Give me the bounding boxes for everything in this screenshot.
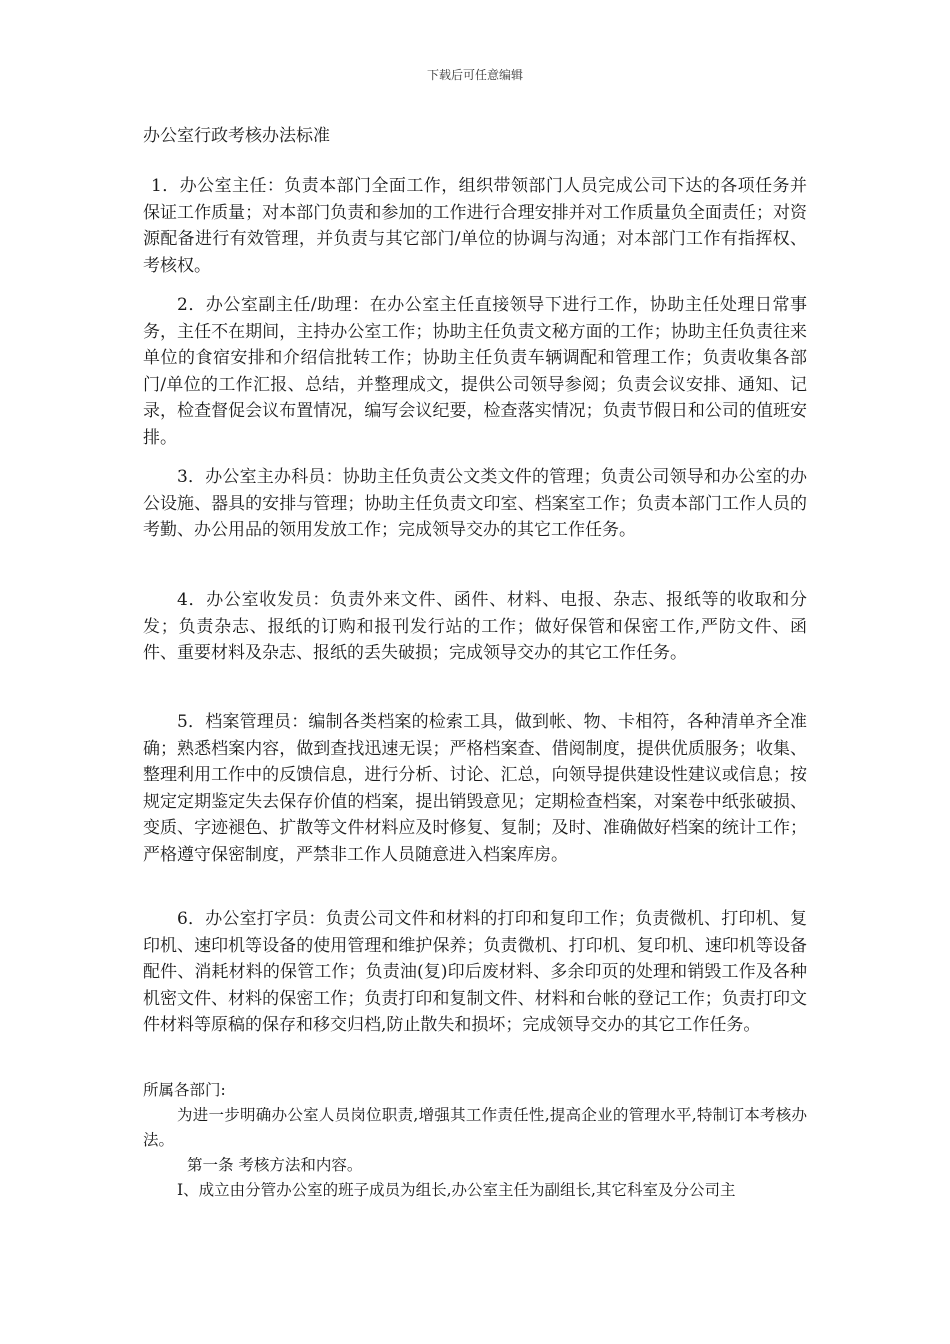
article-1-item-1: Ⅰ、成立由分管办公室的班子成员为组长,办公室主任为副组长,其它科室及分公司主 xyxy=(177,1181,736,1199)
section-mail-clerk: 4．办公室收发员：负责外来文件、函件、材料、电报、杂志、报纸等的收取和分发；负责杂志、报纸的订购和报刊发行站的工作；做好保管和保密工作,严防文件、函件、重要材料及杂志、报纸的丢失破损；完成领导交办的其它工作任务。 xyxy=(143,590,807,663)
section-deputy-director: 2．办公室副主任/助理：在办公室主任直接领导下进行工作，协助主任处理日常事务，主任不在期间，主持办公室工作；协助主任负责文秘方面的工作；协助主任负责往来单位的食宿安排和介绍信批转工作；协助主任负责车辆调配和管理工作；负责收集各部门/单位的工作汇报、总结，并整理成文，提供公司领导参阅；负责会议安排、通知、记录，检查督促会议布置情况，编写会议纪要，检查落实情况；负责节假日和公司的值班安排。 xyxy=(143,295,807,448)
section-clerk: 3．办公室主办科员：协助主任负责公文类文件的管理；负责公司领导和办公室的办公设施、器具的安排与管理；协助主任负责文印室、档案室工作；负责本部门工作人员的考勤、办公用品的领用发放工作；完成领导交办的其它工作任务。 xyxy=(143,467,807,540)
document-title: 办公室行政考核办法标准 xyxy=(143,126,330,146)
section-office-director: 1．办公室主任：负责本部门全面工作，组织带领部门人员完成公司下达的各项任务并保证工作质量；对本部门负责和参加的工作进行合理安排并对工作质量负全面责任；对资源配备进行有效管理，并负责与其它部门/单位的协调与沟通；对本部门工作有指挥权、考核权。 xyxy=(143,176,807,276)
section-archivist: 5．档案管理员：编制各类档案的检索工具，做到帐、物、卡相符，各种清单齐全准确；熟悉档案内容，做到查找迅速无误；严格档案查、借阅制度，提供优质服务；收集、整理利用工作中的反馈信息，进行分析、讨论、汇总，向领导提供建设性建议或信息；按规定定期鉴定失去保存价值的档案，提出销毁意见；定期检查档案，对案卷中纸张破损、变质、字迹褪色、扩散等文件材料应及时修复、复制；及时、准确做好档案的统计工作；严格遵守保密制度，严禁非工作人员随意进入档案库房。 xyxy=(143,712,807,865)
article-1-heading: 第一条 考核方法和内容。 xyxy=(187,1156,363,1174)
header-note: 下载后可任意编辑 xyxy=(426,68,523,82)
department-label: 所属各部门: xyxy=(143,1081,226,1099)
section-typist: 6．办公室打字员：负责公司文件和材料的打印和复印工作；负责微机、打印机、复印机、速印机等设备的使用管理和维护保养；负责微机、打印机、复印机、速印机等设备配件、消耗材料的保管工作；负责油(复)印后废材料、多余印页的处理和销毁工作及各种机密文件、材料的保密工作；负责打印和复制文件、材料和台帐的登记工作；负责打印文件材料等原稿的保存和移交归档,防止散失和损坏；完成领导交办的其它工作任务。 xyxy=(143,909,807,1035)
intro-paragraph: 为进一步明确办公室人员岗位职责,增强其工作责任性,提高企业的管理水平,特制订本考核办法。 xyxy=(143,1106,807,1149)
